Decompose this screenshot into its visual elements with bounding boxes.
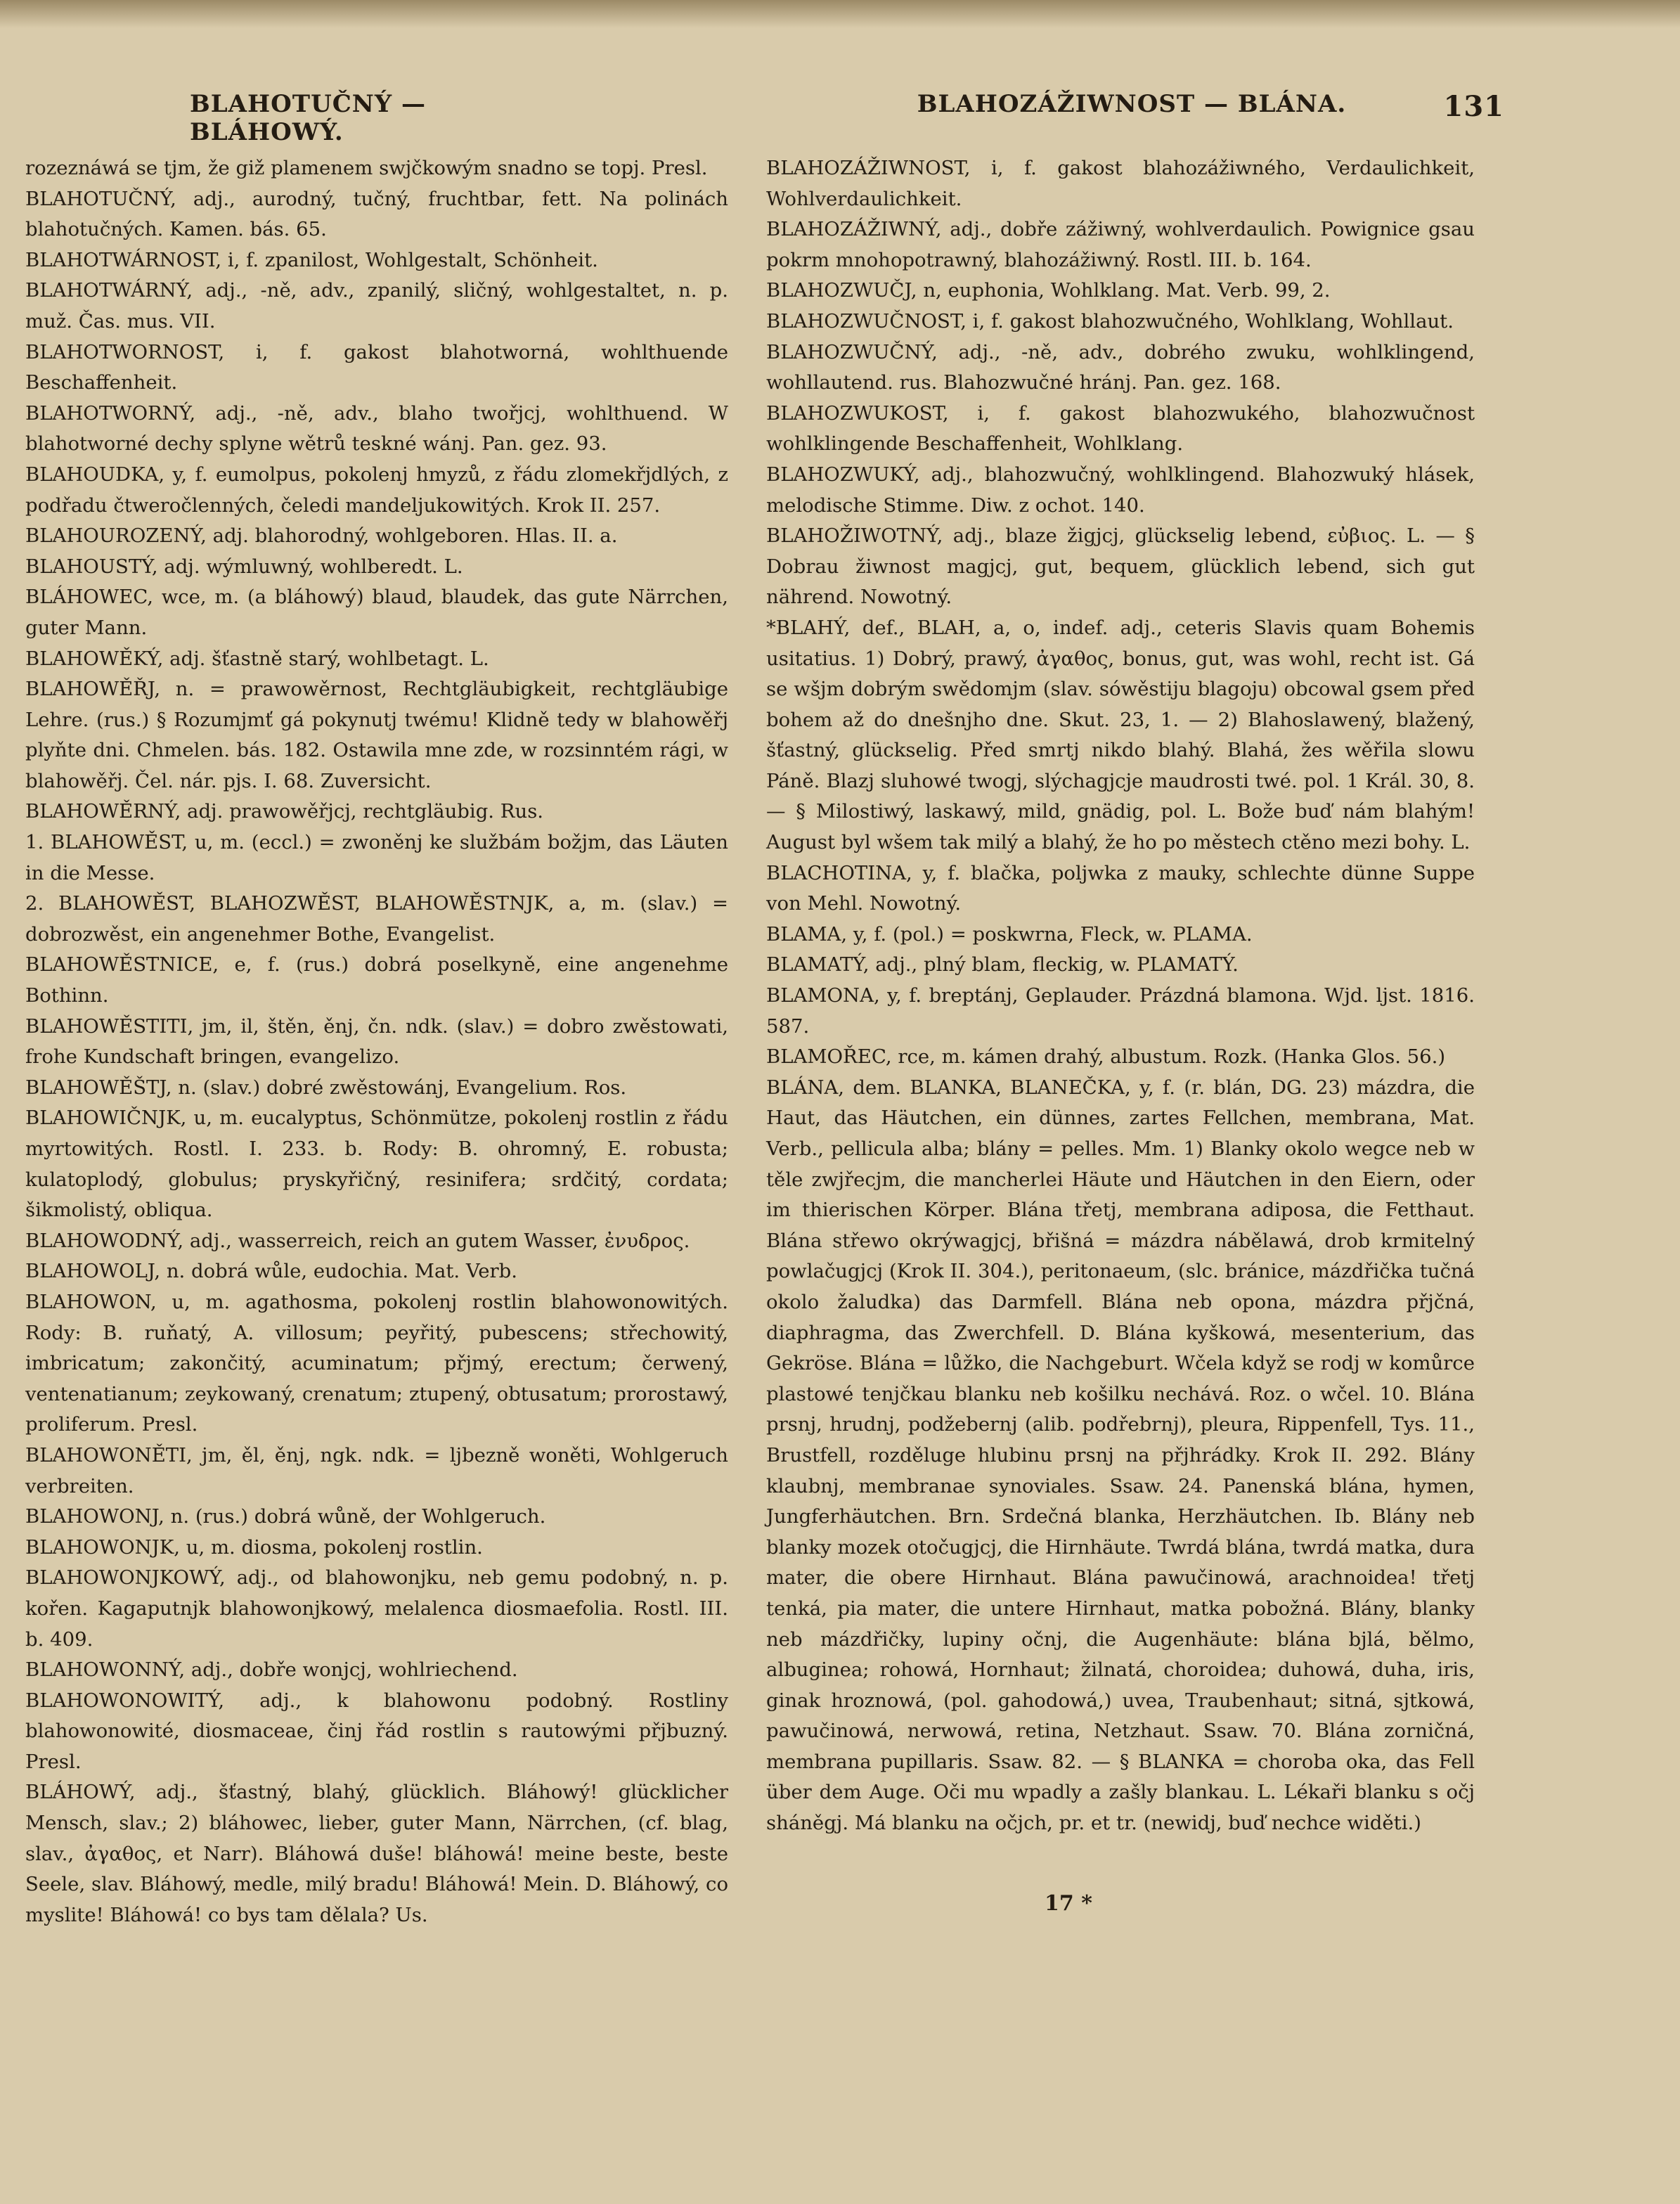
page-number: 131 [1443,90,1504,123]
dictionary-entry: BLAMATÝ, adj., plný blam, fleckig, w. PLAMATÝ. [766,953,1239,977]
dictionary-entry: BLAHOWIČNJK, u, m. eucalyptus, Schönmütze, pokolenj rostlin z řádu myrtowitých. Rostl. I. 233. b. Rody: B. ohromný, E. robusta; kulatoplodý, globulus; pryskyřičný, resinifera; srdčitý, cordata; šikmolistý, obliqua. [25,1107,728,1222]
dictionary-entry: BLAHOTWORNÝ, adj., -ně, adv., blaho twořjcj, wohlthuend. W blahotworné dechy splyne wětrů teskné wánj. Pan. gez. 93. [25,401,728,456]
dictionary-entry: BLAHOWON, u, m. agathosma, pokolenj rostlin blahowonowitých. Rody: B. ruňatý, A. villosum; peyřitý, pubescens; střechowitý, imbricatum; zakončitý, acuminatum; přjmý, erectum; čerwený, ventenatianum; zeykowaný, crenatum; ztupený, obtusatum; prorostawý, proliferum. Presl. [25,1290,728,1436]
dictionary-entry: BLAHOWODNÝ, adj., wasserreich, reich an gutem Wasser, ἐνυδρος. [25,1229,690,1252]
dictionary-entry: BLAHOZWUČNÝ, adj., -ně, adv., dobrého zwuku, wohlklingend, wohllautend. rus. Blahozwučné hránj. Pan. gez. 168. [766,340,1475,394]
signature-mark: 17 * [1045,1891,1092,1916]
dictionary-entry: BLAHOWĚŠTJ, n. (slav.) dobré zwěstowánj, Evangelium. Ros. [25,1076,627,1099]
dictionary-entry: BLAHOWĚRNÝ, adj. prawowěřjcj, rechtgläubig. Rus. [25,800,544,823]
dictionary-entry: BLAHOTWÁRNÝ, adj., -ně, adv., zpanilý, sličný, wohlgestaltet, n. p. muž. Čas. mus. VII. [25,279,728,333]
dictionary-entry: BLACHOTINA, y, f. blačka, poljwka z mauky, schlechte dünne Suppe von Mehl. Nowotný. [766,861,1475,915]
dictionary-entry: BLAHOWĚSTITI, jm, il, štěn, ěnj, čn. ndk. (slav.) = dobro zwěstowati, frohe Kundschaft bringen, evangelizo. [25,1014,728,1069]
running-head-left: BLAHOTUČNÝ — BLÁHOWÝ. [190,90,426,146]
dictionary-entry: BLAMONA, y, f. breptánj, Geplauder. Prázdná blamona. Wjd. ljst. 1816. 587. [766,984,1475,1038]
dictionary-entry: BLAMOŘEC, rce, m. kámen drahý, albustum. Rozk. (Hanka Glos. 56.) [766,1045,1446,1069]
dictionary-entry: BLAHOWONJKOWÝ, adj., od blahowonjku, neb gemu podobný, n. p. kořen. Kagaputnjk blahowonjkowý, melalenca diosmaefolia. Rostl. III. b. 409. [25,1566,728,1651]
dictionary-entry: 2. BLAHOWĚST, BLAHOZWĚST, BLAHOWĚSTNJK, a, m. (slav.) = dobrozwěst, ein angenehmer Bothe, Evangelist. [25,892,728,946]
dictionary-entry: BLAHOWOLJ, n. dobrá wůle, eudochia. Mat. Verb. [25,1260,517,1283]
dictionary-entry: BLAHOUDKA, y, f. eumolpus, pokolenj hmyzů, z řádu zlomekřjdlých, z podřadu čtweročlenných, čeledi mandeljukowitých. Krok II. 257. [25,463,728,517]
dictionary-entry: BLAHOWĚŘJ, n. = prawowěrnost, Rechtgläubigkeit, rechtgläubige Lehre. (rus.) § Rozumjmť gá pokynutj twému! Klidně tedy w blahowěřj plyňte dni. Chmelen. bás. 182. Ostawila mne zde, w rozsinntém rági, w blahowěřj. Čel. nár. pjs. I. 68. Zuversicht. [25,678,728,792]
dictionary-entry: BLAHOTUČNÝ, adj., aurodný, tučný, fruchtbar, fett. Na polinách blahotučných. Kamen. bás. 65. [25,187,728,241]
dictionary-entry: BLAHOWONOWITÝ, adj., k blahowonu podobný. Rostliny blahowonowité, diosmaceae, činj řád rostlin s rautowými přjbuzný. Presl. [25,1689,728,1773]
dictionary-entry: BLAHOWONJ, n. (rus.) dobrá wůně, der Wohlgeruch. [25,1505,546,1528]
dictionary-entry: BLAHOWĚSTNICE, e, f. (rus.) dobrá poselkyně, eine angenehme Bothinn. [25,953,728,1007]
dictionary-entry: BLAHOŽIWOTNÝ, adj., blaze žigjcj, glückselig lebend, εὐβιος. L. — § Dobrau žiwnost magjcj, gut, bequem, glücklich lebend, sich gut nährend. Nowotný. [766,524,1475,609]
dictionary-entry: BLAHOWONNÝ, adj., dobře wonjcj, wohlriechend. [25,1658,518,1682]
dictionary-entry: BLÁHOWÝ, adj., šťastný, blahý, glücklich. Bláhowý! glücklicher Mensch, slav.; 2) bláhowec, lieber, guter Mann, Närrchen, (cf. blag, slav., ἀγαθος, et Narr). Bláhowá duše! bláhowá! meine beste, beste Seele, slav. Bláhowý, medle, milý bradu! Bláhowá! Mein. D. Bláhowý, co myslite! Bláhowá! co bys tam dělala? Us. [25,1781,728,1926]
running-head-right: BLAHOZÁŽIWNOST — BLÁNA. [917,90,1347,118]
dictionary-entry: BLAHOWONĚTI, jm, ěl, ěnj, ngk. ndk. = ljbezně woněti, Wohlgeruch verbreiten. [25,1443,728,1497]
dictionary-entry: BLÁHOWEC, wce, m. (a bláhowý) blaud, blaudek, das gute Närrchen, guter Mann. [25,586,728,639]
dictionary-entry: BLAHOWONJK, u, m. diosma, pokolenj rostlin. [25,1535,483,1559]
dictionary-entry: BLAHOZWUKOST, i, f. gakost blahozwukého, blahozwučnost wohlklingende Beschaffenheit, Wohlklang. [766,401,1475,456]
dictionary-entry: BLAHOZÁŽIWNÝ, adj., dobře zážiwný, wohlverdaulich. Powignice gsau pokrm mnohopotrawný, blahozážiwný. Rostl. III. b. 164. [766,218,1475,271]
dictionary-entry: BLAHOZWUČNOST, i, f. gakost blahozwučného, Wohlklang, Wohllaut. [766,309,1454,333]
dictionary-entry: *BLAHÝ, def., BLAH, a, o, indef. adj., ceteris Slavis quam Bohemis usitatius. 1) Dobrý, prawý, ἀγαθος, bonus, gut, was wohl, recht ist. Gá se wšjm dobrým swědomjm (slav. sówěstiju blagoju) obcowal gsem před bohem až do dnešnjho dne. Skut. 23, 1. — 2) Blahoslawený, blažený, šťastný, glückselig. Před smrtj nikdo blahý. Blahá, žes wěřila slowu Páně. Blazj sluhowé twogj, slýchagjcje maudrosti twé. pol. 1 Král. 30, 8. — § Milostiwý, laskawý, mild, gnädig, pol. L. Bože buď nám blahým! August byl wšem tak milý a blahý, že ho po městech ctěno mezi bohy. L. [766,616,1475,854]
dictionary-entry: 1. BLAHOWĚST, u, m. (eccl.) = zwoněnj ke službám božjm, das Läuten in die Messe. [25,831,728,884]
dictionary-entry: BLAMA, y, f. (pol.) = poskwrna, Fleck, w. PLAMA. [766,922,1253,946]
dictionary-entry: BLÁNA, dem. BLANKA, BLANEČKA, y, f. (r. blán, DG. 23) mázdra, die Haut, das Häutchen, ein dünnes, zartes Fellchen, membrana, Mat. Verb., pellicula alba; blány = pelles. Mm. 1) Blanky okolo wegce neb w těle zwjřecjm, die mancherlei Häute und Häutchen in den Eiern, oder im thierischen Körper. Blána třetj, membrana adiposa, die Fetthaut. Blána střewo okrýwagjcj, břišná = mázdra nábělawá, drob krmitelný powlačugjcj (Krok II. 304.), peritonaeum, (slc. bránice, mázdřička tučná okolo žaludka) das Darmfell. Blána neb opona, mázdra přjčná, diaphragma, das Zwerchfell. D. Blána kyškowá, mesenterium, das Gekröse. Blána = lůžko, die Nachgeburt. Wčela když se rodj w komůrce plastowé tenjčkau blanku neb košilku nechává. Roz. o wčel. 10. Blána prsnj, hrudnj, podžebernj (alib. podřebrnj), pleura, Rippenfell, Tys. 11., Brustfell, rozděluge hlubinu prsnj na přjhrádky. Krok II. 292. Blány klaubnj, membranae synoviales. Ssaw. 24. Panenská blána, hymen, Jungferhäutchen. Brn. Srdečná blanka, Herzhäutchen. Ib. Blány neb blanky mozek otočugjcj, die Hirnhäute. Twrdá blána, twrdá matka, dura mater, die obere Hirnhaut. Blána pawučinowá, arachnoidea! třetj tenká, pia mater, die untere Hirnhaut, matka pobožná. Blány, blanky neb mázdřičky, lupiny očnj, die Augenhäute: blána bjlá, bělmo, albuginea; rohowá, Hornhaut; žilnatá, choroidea; duhowá, duha, iris, ginak hroznowá, (pol. gahodowá,) uvea, Traubenhaut; sitná, sjtkowá, pawučinowá, nerwowá, retina, Netzhaut. Ssaw. 70. Blána zorničná, membrana pupillaris. Ssaw. 82. — § BLANKA = choroba oka, das Fell über dem Auge. Oči mu wpadly a zašly blankau. L. Lékaři blanku s očj sháněgj. Má blanku na očjch, pr. et tr. (newidj, buď nechce widěti.) [766,1076,1475,1835]
dictionary-entry: BLAHOUROZENÝ, adj. blahorodný, wohlgeboren. Hlas. II. a. [25,524,618,548]
dictionary-entry: BLAHOZWUČJ, n, euphonia, Wohlklang. Mat. Verb. 99, 2. [766,279,1331,302]
dictionary-entry: BLAHOZWUKÝ, adj., blahozwučný, wohlklingend. Blahozwuký hlásek, melodische Stimme. Diw. z ochot. 140. [766,463,1475,517]
dictionary-entry: BLAHOWĚKÝ, adj. šťastně starý, wohlbetagt. L. [25,647,489,670]
dictionary-entry: BLAHOZÁŽIWNOST, i, f. gakost blahozážiwného, Verdaulichkeit, Wohlverdaulichkeit. [766,157,1475,210]
dictionary-entry: rozeznáwá se tjm, že giž plamenem swjčkowým snadno se topj. Presl. [25,157,708,179]
right-column [766,153,1475,1839]
dictionary-entry: BLAHOUSTÝ, adj. wýmluwný, wohlberedt. L. [25,555,463,578]
left-column [25,153,728,1931]
dictionary-entry: BLAHOTWÁRNOST, i, f. zpanilost, Wohlgestalt, Schönheit. [25,248,598,271]
dictionary-entry: BLAHOTWORNOST, i, f. gakost blahotworná, wohlthuende Beschaffenheit. [25,340,728,394]
